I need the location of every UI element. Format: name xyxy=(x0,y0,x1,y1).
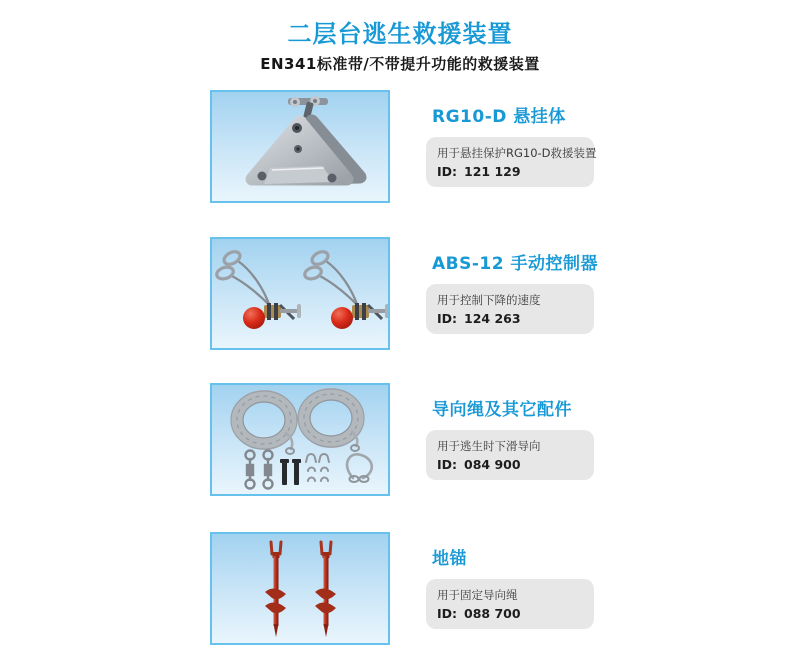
product-row-abs12 xyxy=(210,237,602,350)
product-name: ABS-12 手动控制器 xyxy=(432,254,598,274)
product-info xyxy=(426,90,602,203)
ground-anchors-photo xyxy=(212,534,388,643)
page-subtitle: EN341标准带/不带提升功能的救援装置 xyxy=(260,55,540,73)
product-id-value: 124 263 xyxy=(464,311,521,326)
product-info-box xyxy=(426,137,597,187)
product-name: 地锚 xyxy=(432,549,467,569)
triangular-suspension-plate-photo xyxy=(212,92,388,201)
product-photo-box xyxy=(210,237,390,350)
product-info xyxy=(426,383,602,496)
product-photo-box xyxy=(210,532,390,645)
product-id xyxy=(437,606,583,622)
product-description: 用于控制下降的速度 xyxy=(437,293,541,307)
guide-rope-coils-accessories-photo xyxy=(212,385,388,494)
page-header xyxy=(0,0,800,74)
product-id xyxy=(437,311,583,327)
product-info-box xyxy=(426,284,594,334)
product-id-label: ID: xyxy=(437,457,458,472)
product-id-label: ID: xyxy=(437,164,458,179)
product-id-value: 121 129 xyxy=(464,164,521,179)
product-info-box xyxy=(426,579,594,629)
product-description: 用于逃生时下滑导向 xyxy=(437,439,541,453)
product-row-guide-rope xyxy=(210,383,602,496)
product-id-value: 084 900 xyxy=(464,457,521,472)
product-description: 用于悬挂保护RG10-D救援装置 xyxy=(437,146,597,160)
product-id-value: 088 700 xyxy=(464,606,521,621)
product-id-label: ID: xyxy=(437,606,458,621)
product-info xyxy=(426,532,602,645)
product-info-box xyxy=(426,430,594,480)
manual-descent-controllers-photo xyxy=(212,239,388,348)
product-name: 导向绳及其它配件 xyxy=(432,400,572,420)
page-title: 二层台逃生救援装置 xyxy=(287,20,513,48)
product-photo-box xyxy=(210,90,390,203)
product-row-rg10d xyxy=(210,90,602,203)
product-description: 用于固定导向绳 xyxy=(437,588,518,602)
product-name: RG10-D 悬挂体 xyxy=(432,107,566,127)
product-id xyxy=(437,164,583,180)
product-photo-box xyxy=(210,383,390,496)
product-row-ground-anchor xyxy=(210,532,602,645)
product-id-label: ID: xyxy=(437,311,458,326)
product-info xyxy=(426,237,602,350)
product-id xyxy=(437,457,583,473)
